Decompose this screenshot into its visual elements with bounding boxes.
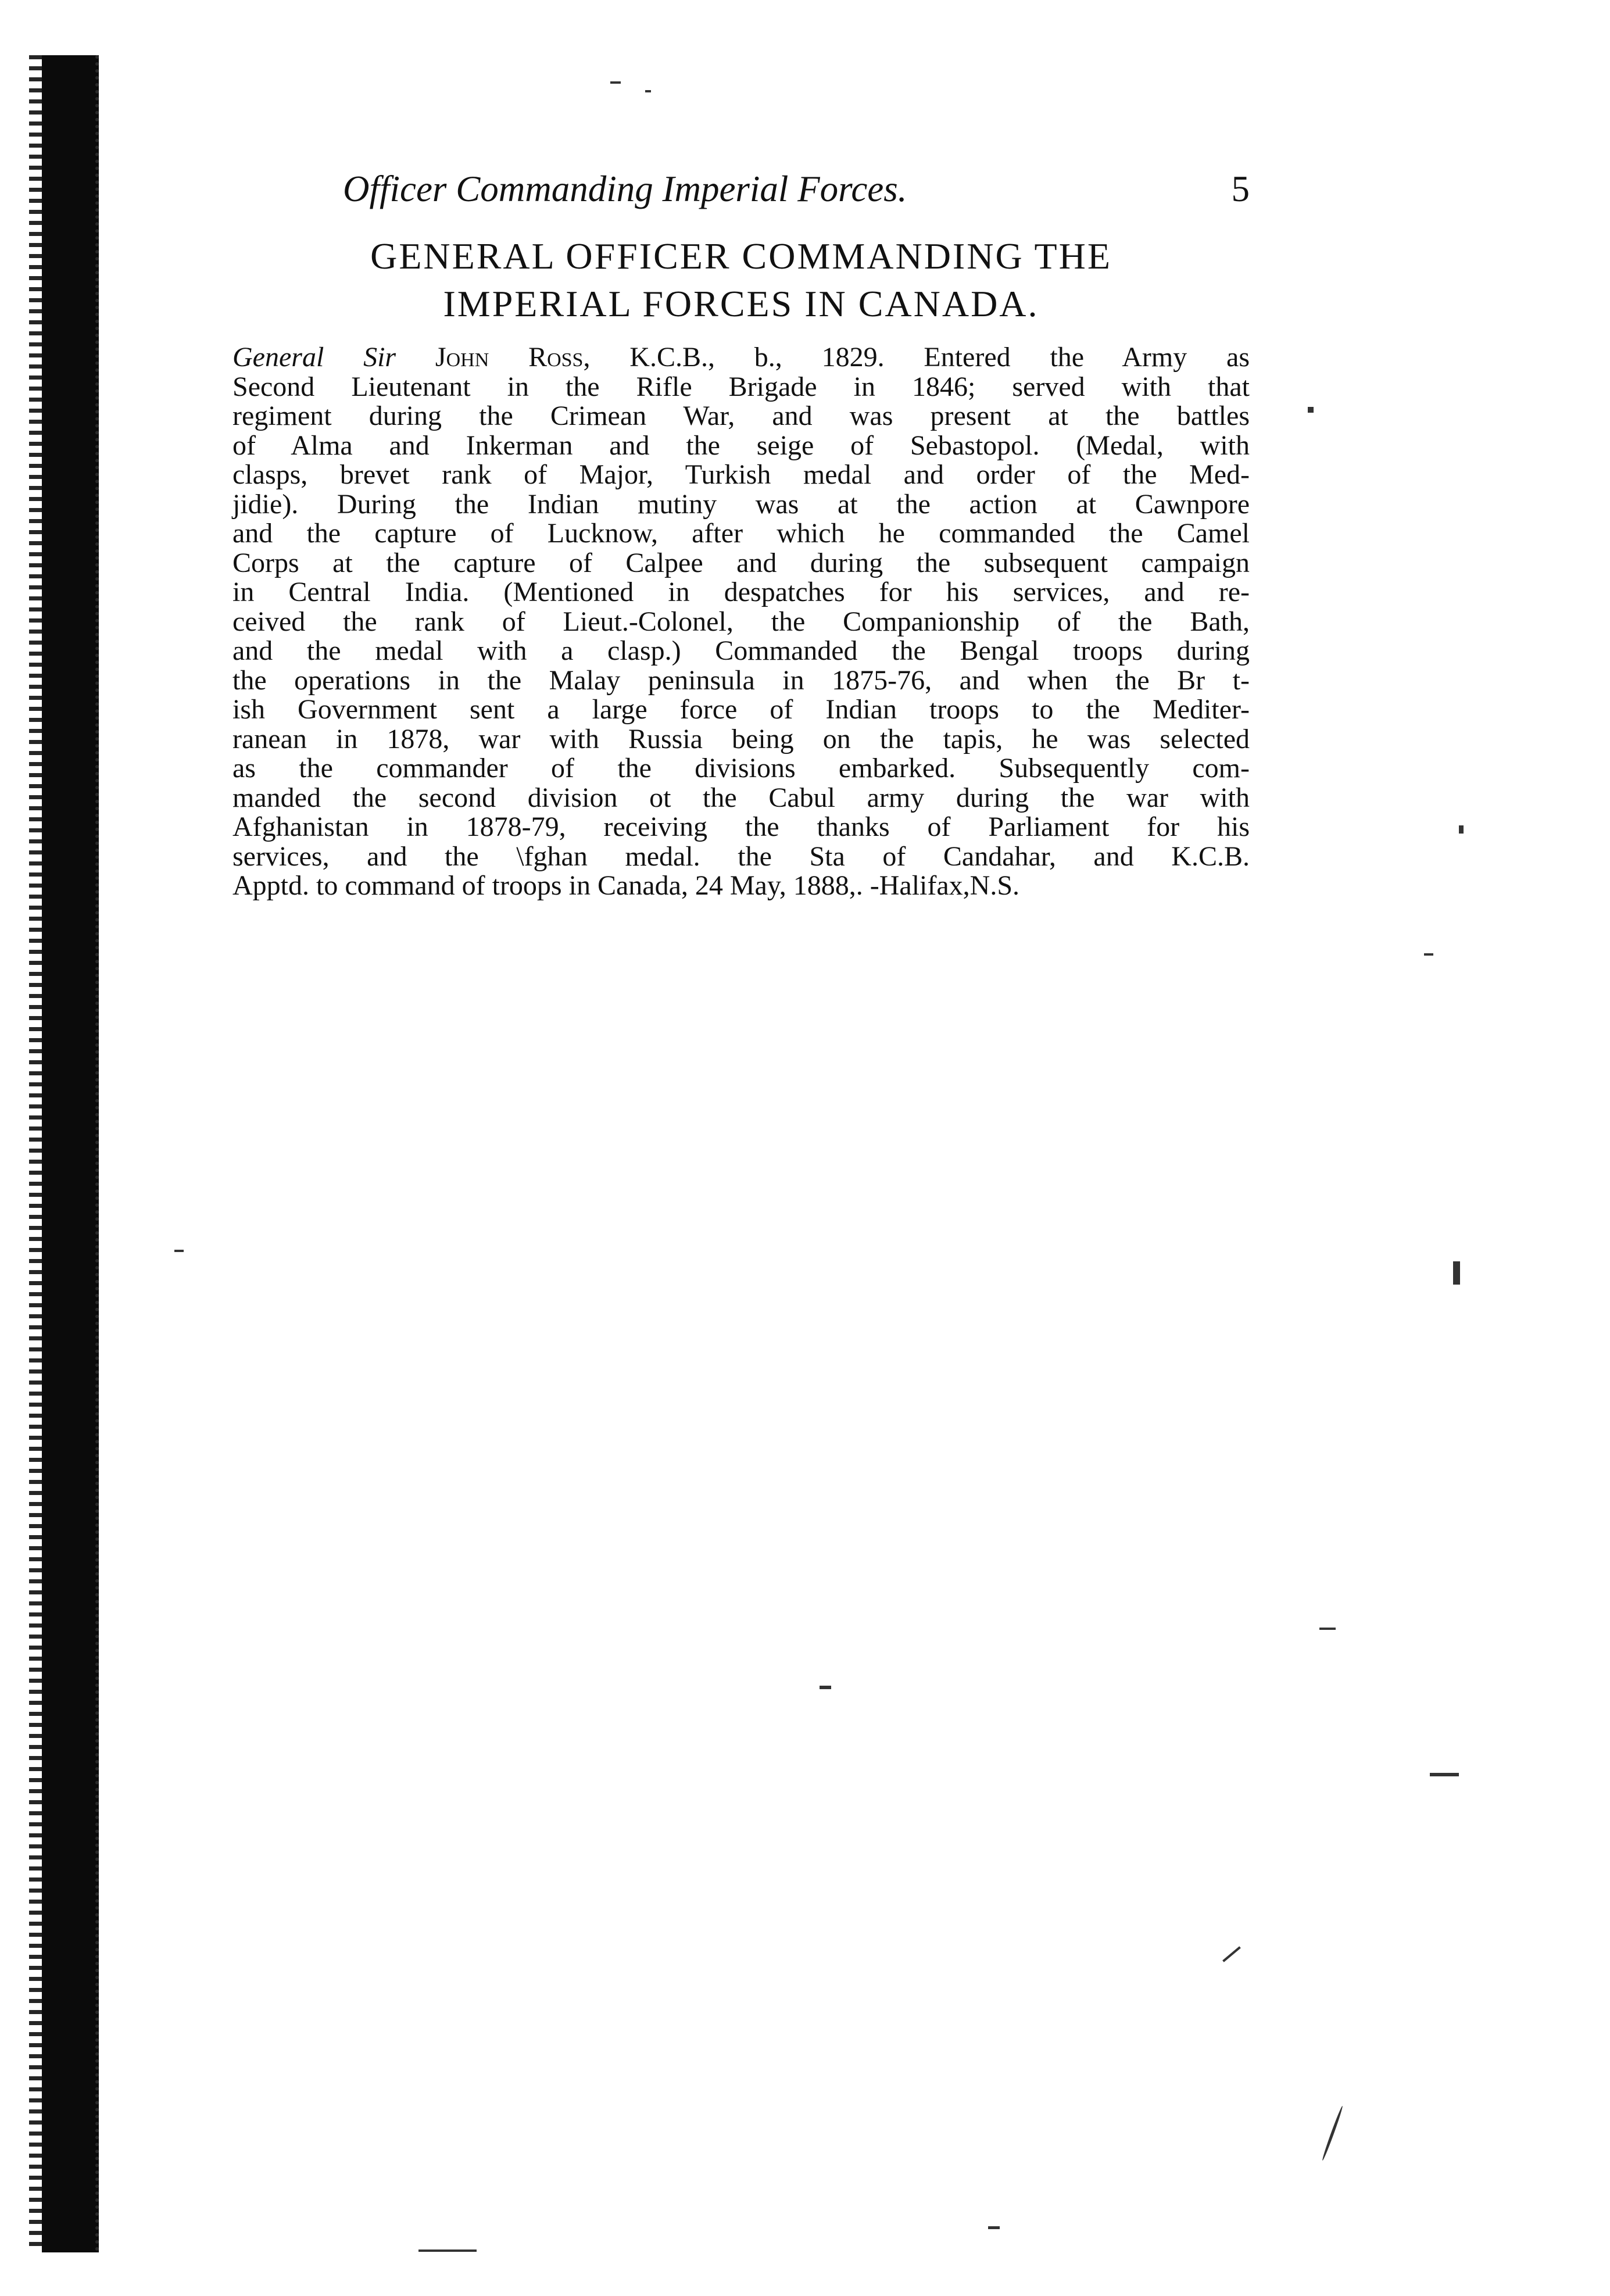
scan-speck bbox=[418, 2249, 477, 2252]
bio-line: ranean in 1878, war with Russia being on the tapis, he was selected bbox=[232, 723, 1250, 754]
bio-name: John Ross bbox=[435, 342, 584, 373]
bio-line: services, and the \fghan medal. the Sta of Candahar, and K.C.B. bbox=[232, 841, 1250, 872]
scan-speck bbox=[1424, 953, 1433, 956]
page-number: 5 bbox=[1231, 169, 1250, 209]
bio-line: in Central India. (Mentioned in despatches for his services, and re- bbox=[232, 577, 1250, 607]
scan-speck bbox=[1430, 1773, 1459, 1776]
bio-line-last: Apptd. to command of troops in Canada, 24 May, 1888,. -Halifax,N.S. bbox=[232, 870, 1020, 901]
bio-line: Second Lieutenant in the Rifle Brigade in 1846; served with that bbox=[232, 371, 1250, 402]
scan-speck bbox=[610, 81, 621, 84]
scan-speck bbox=[1453, 1261, 1460, 1285]
section-title bbox=[232, 233, 1250, 328]
scan-speck bbox=[988, 2226, 1000, 2229]
scan-speck bbox=[1308, 407, 1314, 413]
bio-line: and the medal with a clasp.) Commanded the Bengal troops during bbox=[232, 635, 1250, 666]
bio-line: the operations in the Malay peninsula in 1875-76, and when the Br t- bbox=[232, 664, 1250, 696]
bio-line: manded the second division ot the Cabul army during the war with bbox=[232, 782, 1250, 813]
bio-line-1-rest: , K.C.B., b., 1829. Entered the Army as bbox=[583, 342, 1250, 373]
running-title: Officer Commanding Imperial Forces. bbox=[343, 169, 907, 209]
scanned-page-edge bbox=[42, 55, 99, 2252]
scan-speck bbox=[1222, 1946, 1241, 1962]
scan-speck bbox=[645, 90, 651, 92]
scan-speck bbox=[1321, 2105, 1344, 2161]
scan-speck bbox=[1319, 1628, 1336, 1630]
bio-line: as the commander of the divisions embarked. Subsequently com- bbox=[232, 753, 1250, 784]
bio-line: and the capture of Lucknow, after which he commanded the Camel bbox=[232, 518, 1250, 549]
bio-line-1 bbox=[232, 343, 1250, 373]
scan-speck bbox=[174, 1250, 184, 1252]
bio-line: Corps at the capture of Calpee and during the subsequent campaign bbox=[232, 547, 1250, 578]
bio-line: jidie). During the Indian mutiny was at the action at Cawnpore bbox=[232, 488, 1250, 520]
scan-speck bbox=[820, 1686, 831, 1689]
bio-line: ish Government sent a large force of Indian troops to the Mediter- bbox=[232, 694, 1250, 725]
running-head bbox=[232, 163, 1250, 215]
bio-rank-prefix: General Sir bbox=[232, 342, 396, 373]
biography-paragraph bbox=[232, 343, 1250, 901]
bio-line: ceived the rank of Lieut.-Colonel, the Companionship of the Bath, bbox=[232, 606, 1250, 637]
bio-line: of Alma and Inkerman and the seige of Sebastopol. (Medal, with bbox=[232, 430, 1250, 461]
section-title-line-1: GENERAL OFFICER COMMANDING THE bbox=[370, 235, 1112, 277]
scan-speck bbox=[1459, 825, 1464, 834]
bio-line: Afghanistan in 1878-79, receiving the thanks of Parliament for his bbox=[232, 811, 1250, 842]
section-title-line-2: IMPERIAL FORCES IN CANADA. bbox=[443, 283, 1039, 324]
bio-line: clasps, brevet rank of Major, Turkish medal and order of the Med- bbox=[232, 459, 1250, 490]
bio-line: regiment during the Crimean War, and was present at the battles bbox=[232, 400, 1250, 431]
